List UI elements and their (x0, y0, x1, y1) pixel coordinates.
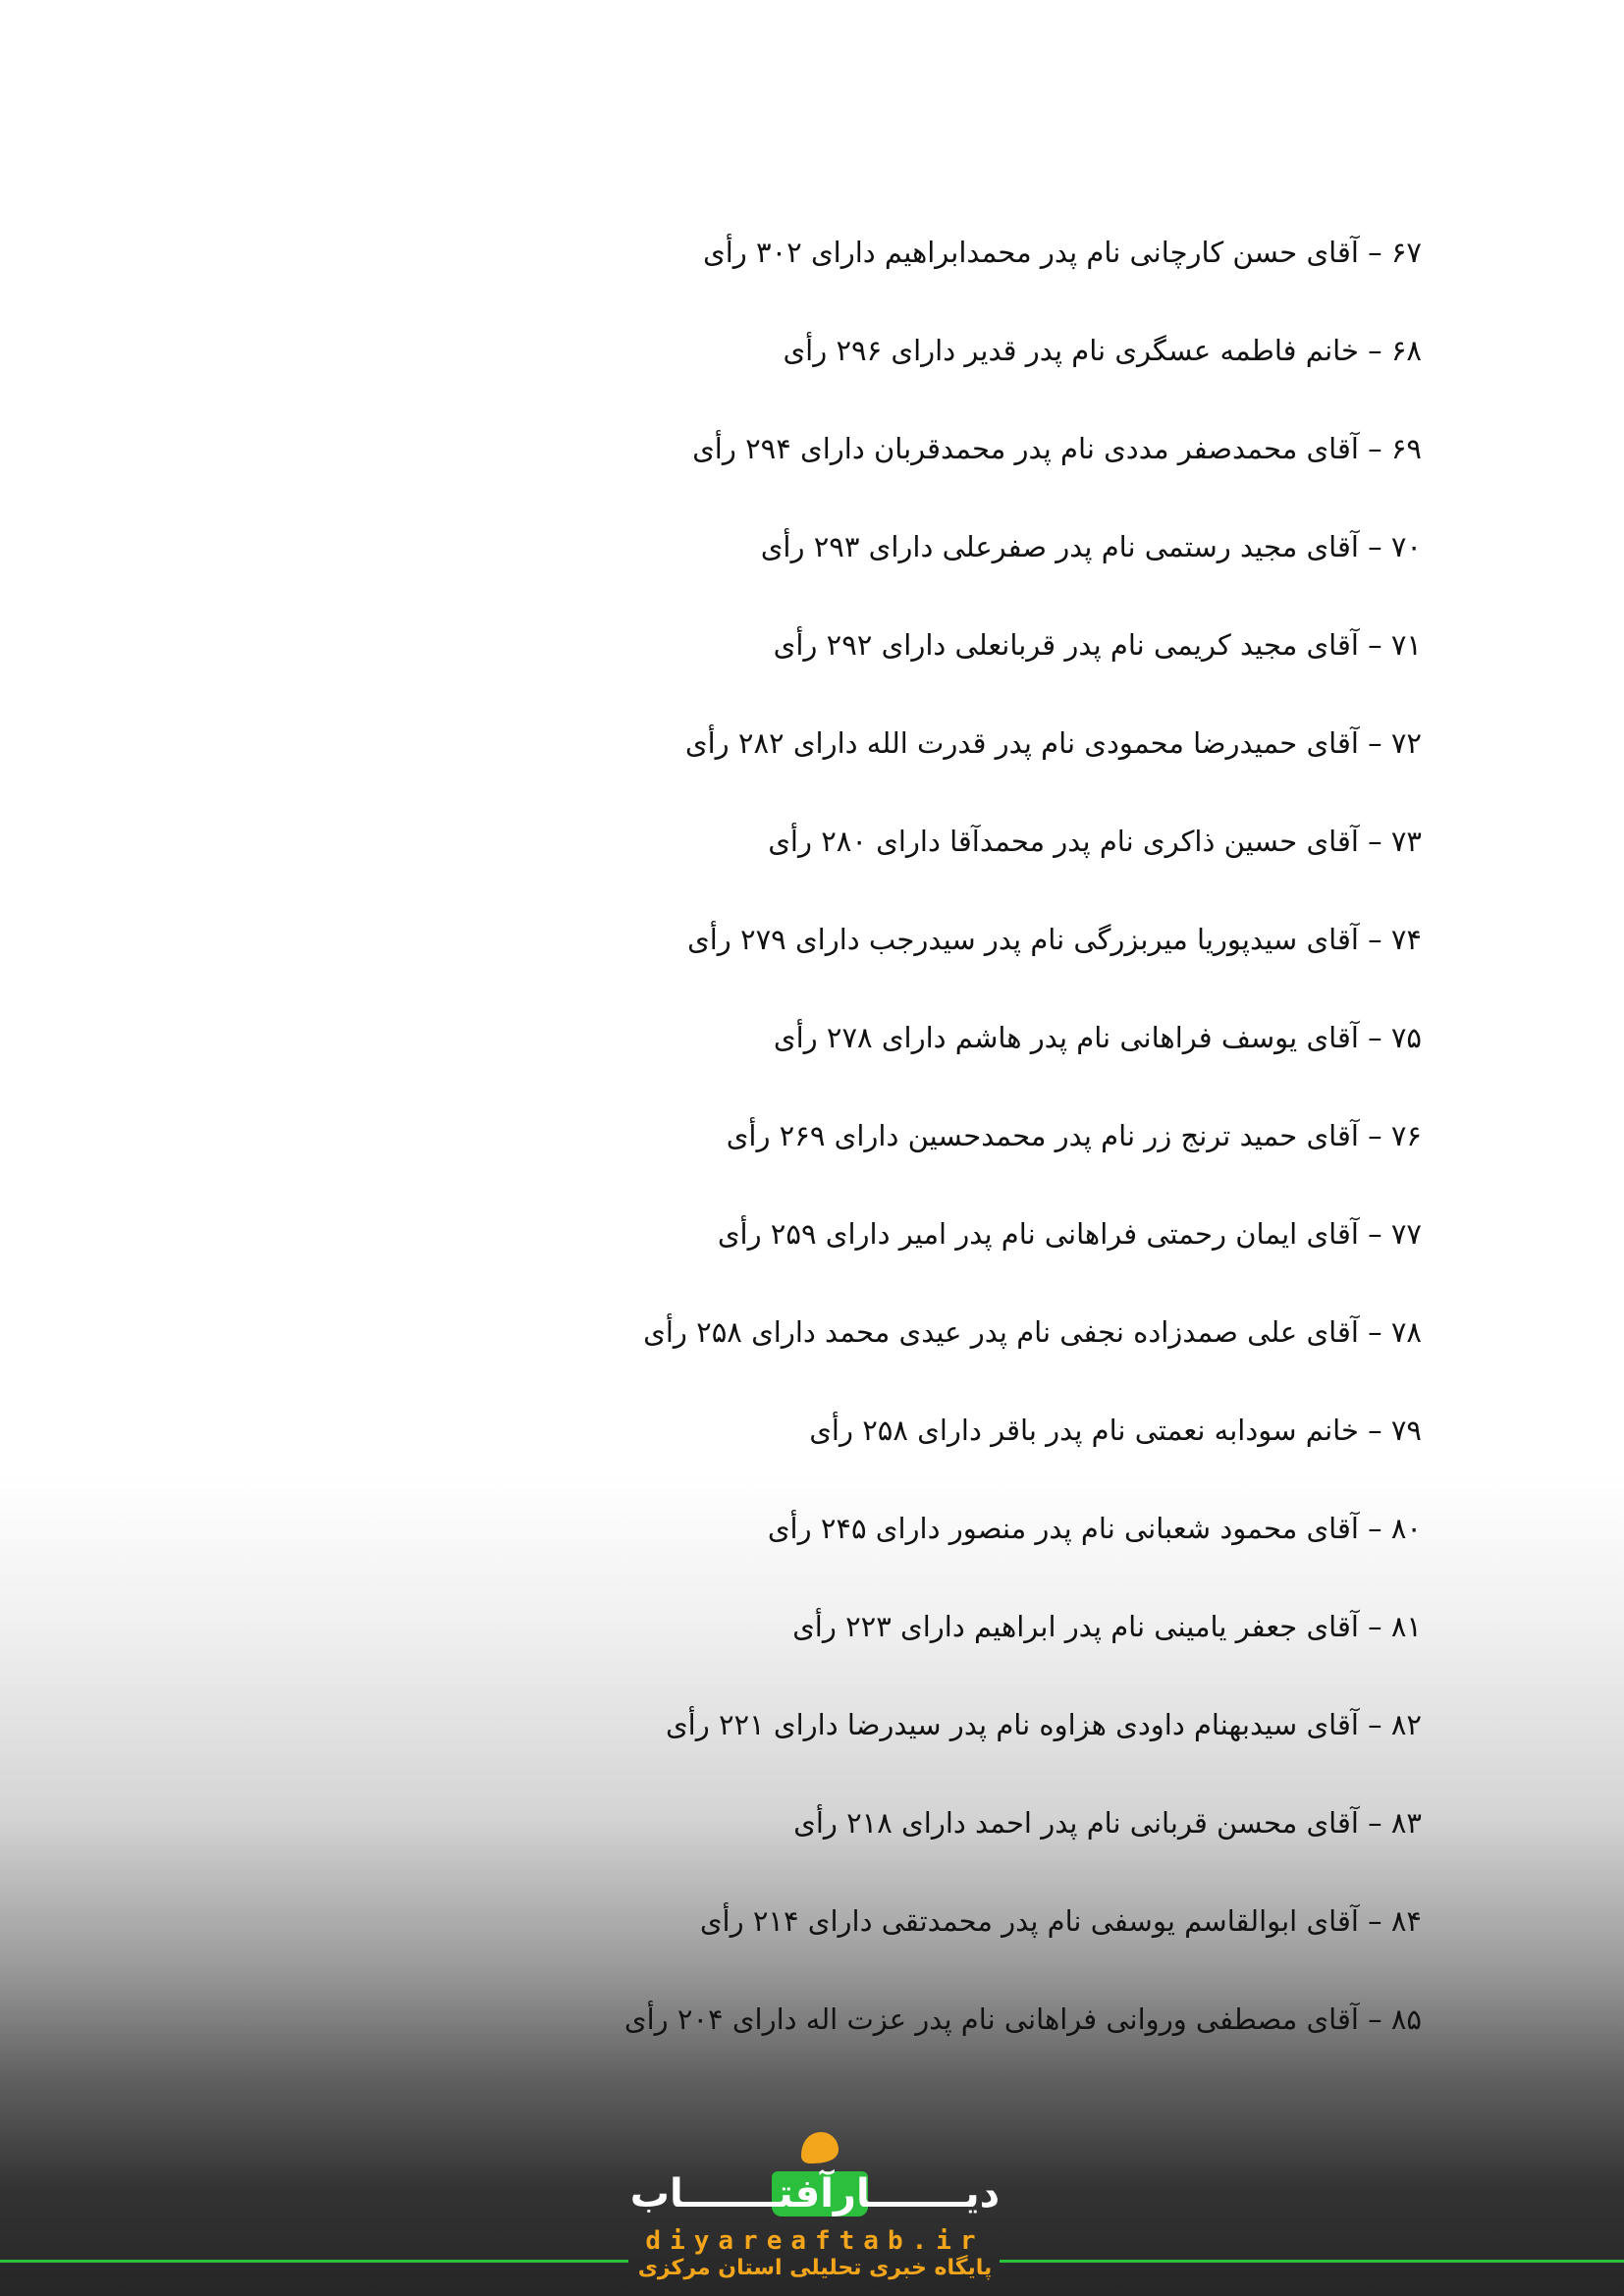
results-list (440, 218, 1422, 2083)
list-item: ۸۳ – آقای محسن قربانی نام پدر احمد دارای ۲۱۸ رأی (793, 1806, 1422, 1840)
site-logo (609, 2120, 1021, 2287)
footer-divider-right (1000, 2260, 1624, 2263)
list-item: ۷۷ – آقای ایمان رحمتی فراهانی نام پدر امیر دارای ۲۵۹ رأی (717, 1217, 1422, 1251)
list-item: ۶۷ – آقای حسن کارچانی نام پدر محمدابراهیم دارای ۳۰۲ رأی (703, 236, 1422, 269)
list-item: ۸۱ – آقای جعفر یامینی نام پدر ابراهیم دارای ۲۲۳ رأی (792, 1610, 1422, 1643)
list-item: ۷۸ – آقای علی صمدزاده نجفی نام پدر عیدی محمد دارای ۲۵۸ رأی (643, 1315, 1422, 1349)
footer (0, 2110, 1624, 2296)
list-item: ۷۰ – آقای مجید رستمی نام پدر صفرعلی دارای ۲۹۳ رأی (760, 530, 1422, 563)
brand-name-fa: دیـــــــارآفتـــــــاب (629, 2171, 1001, 2216)
list-item: ۶۹ – آقای محمدصفر مددی نام پدر محمدقربان دارای ۲۹۴ رأی (692, 432, 1422, 465)
brand-tagline: پایگاه خبری تحلیلی استان مرکزی (637, 2256, 993, 2280)
list-item: ۷۱ – آقای مجید کریمی نام پدر قربانعلی دارای ۲۹۲ رأی (773, 628, 1422, 662)
list-item: ۸۵ – آقای مصطفی وروانی فراهانی نام پدر عزت اله دارای ۲۰۴ رأی (623, 2002, 1422, 2036)
list-item: ۷۶ – آقای حمید ترنج زر نام پدر محمدحسین دارای ۲۶۹ رأی (726, 1119, 1422, 1152)
list-item: ۷۴ – آقای سیدپوریا میربزرگی نام پدر سیدرجب دارای ۲۷۹ رأی (687, 923, 1422, 956)
brand-domain: diyareaftab.ir (645, 2226, 985, 2256)
list-item: ۸۰ – آقای محمود شعبانی نام پدر منصور دارای ۲۴۵ رأی (767, 1512, 1422, 1545)
list-item: ۸۲ – آقای سیدبهنام داودی هزاوه نام پدر سیدرضا دارای ۲۲۱ رأی (665, 1708, 1422, 1741)
sun-icon (609, 2120, 1021, 2179)
footer-divider-left (0, 2260, 628, 2263)
list-item: ۸۴ – آقای ابوالقاسم یوسفی نام پدر محمدتقی دارای ۲۱۴ رأی (699, 1904, 1422, 1938)
list-item: ۷۵ – آقای یوسف فراهانی نام پدر هاشم دارای ۲۷۸ رأی (773, 1021, 1422, 1054)
list-item: ۷۲ – آقای حمیدرضا محمودی نام پدر قدرت الله دارای ۲۸۲ رأی (684, 726, 1422, 760)
list-item: ۷۳ – آقای حسین ذاکری نام پدر محمدآقا دارای ۲۸۰ رأی (768, 825, 1422, 858)
list-item: ۷۹ – خانم سودابه نعمتی نام پدر باقر دارای ۲۵۸ رأی (809, 1414, 1422, 1447)
list-item: ۶۸ – خانم فاطمه عسگری نام پدر قدیر دارای ۲۹۶ رأی (783, 334, 1422, 367)
